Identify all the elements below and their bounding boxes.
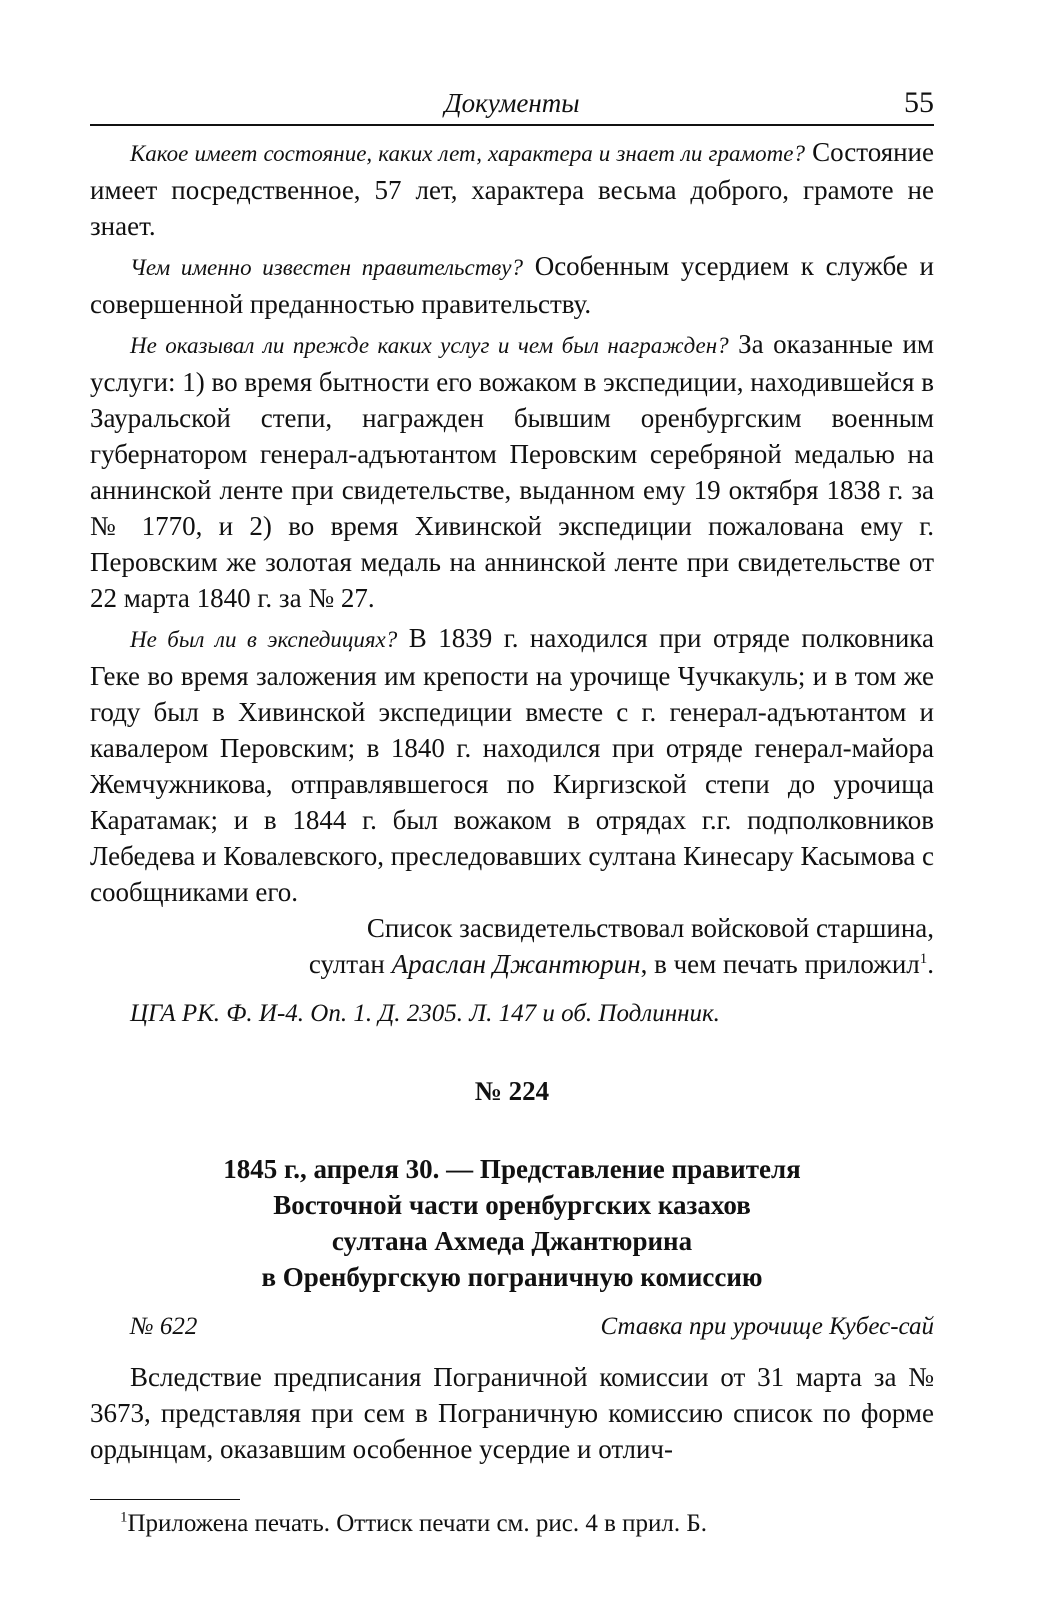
- answer-4: В 1839 г. находился при отряде полковника Геке во время заложения им крепости на урочище Чучкакуль; и в том же году был в Хивинской экспедиции вместе с г. генерал-адъютантом и кавалером Перовским; в 1840 г. находился при отряде генерал-майора Жемчужникова, отправлявшегося по Киргизской степи до урочища Каратамак; и в 1844 г. был вожаком в отрядах г.г. подполковников Лебедева и Ковалевского, преследовавших султана Кинесару Касымова с сообщниками его.: [90, 623, 934, 907]
- answer-3: За оказанные им услуги: 1) во время бытности его вожаком в экспедиции, находившейся в Зауральской степи, награжден бывшим оренбургским военным губернатором генерал-адъютантом Перовским серебряной медалью на аннинской ленте при свидетельстве, выданном ему 19 октября 1838 г. за № 1770, и 2) во время Хивинской экспедиции пожалована ему г. Перовским же золотая медаль на аннинской ленте при свидетельстве от 22 марта 1840 г. за № 27.: [90, 329, 935, 613]
- document-number: № 224: [474, 1076, 550, 1106]
- running-header: [90, 80, 934, 126]
- document-page: [90, 80, 934, 1540]
- document-meta: [130, 1313, 934, 1341]
- paragraph-4: [90, 620, 934, 910]
- signature-line-1: Список засвидетельствовал войсковой старшина,: [366, 913, 934, 943]
- reference-number: № 622: [130, 1313, 198, 1340]
- paragraph-1: [90, 134, 934, 244]
- footnote-reference: 1: [919, 951, 928, 967]
- question-4: Не был ли в экспедициях?: [130, 627, 398, 652]
- question-3: Не оказывал ли прежде каких услуг и чем был награжден?: [130, 333, 729, 358]
- page-number: 55: [904, 86, 934, 119]
- running-title: Документы: [444, 88, 580, 118]
- question-2: Чем именно известен правительству?: [130, 255, 523, 280]
- archive-note: и об. Подлинник.: [536, 1000, 720, 1027]
- footnote-divider: [90, 1499, 240, 1500]
- signature-text: , в чем печать приложил: [640, 949, 920, 979]
- heading-line-2: Восточной части оренбургских казахов: [273, 1190, 751, 1220]
- document-heading: [90, 1151, 934, 1295]
- footnote-mark: 1: [120, 1509, 128, 1526]
- paragraph-2: [90, 248, 934, 322]
- signature-end: .: [927, 949, 934, 979]
- question-1: Какое имеет состояние, каких лет, характера и знает ли грамоте?: [130, 141, 805, 166]
- document-body: Вследствие предписания Пограничной комиссии от 31 марта за № 3673, представляя при сем в Пограничную комиссию список по форме ордынцам, оказавшим особенное усердие и отлич-: [90, 1362, 934, 1464]
- footnote-text: Приложена печать. Оттиск печати см. рис. 4 в прил. Б.: [127, 1510, 707, 1537]
- signature-prefix: султан: [308, 949, 392, 979]
- heading-line-3: султана Ахмеда Джантюрина: [331, 1226, 693, 1256]
- heading-line-4: в Оренбургскую пограничную комиссию: [261, 1262, 763, 1292]
- signature-line-2: [90, 946, 934, 982]
- signer-name: Араслан Джантюрин: [391, 949, 641, 979]
- paragraph-3: [90, 326, 934, 616]
- questionnaire: [90, 134, 934, 910]
- footnote: [120, 1508, 934, 1540]
- heading-line-1: 1845 г., апреля 30. — Представление правителя: [223, 1154, 801, 1184]
- place-of-writing: Ставка при урочище Кубес-сай: [600, 1313, 934, 1340]
- archive-reference: ЦГА РК. Ф. И-4. Оп. 1. Д. 2305. Л. 147: [130, 1000, 537, 1027]
- archive-source: [130, 996, 934, 1032]
- answer-1: Состояние имеет посредственное, 57 лет, характера весьма доброго, грамоте не знает.: [90, 137, 934, 241]
- answer-2: Особенным усердием к службе и совершенной преданностью правительству.: [90, 251, 934, 319]
